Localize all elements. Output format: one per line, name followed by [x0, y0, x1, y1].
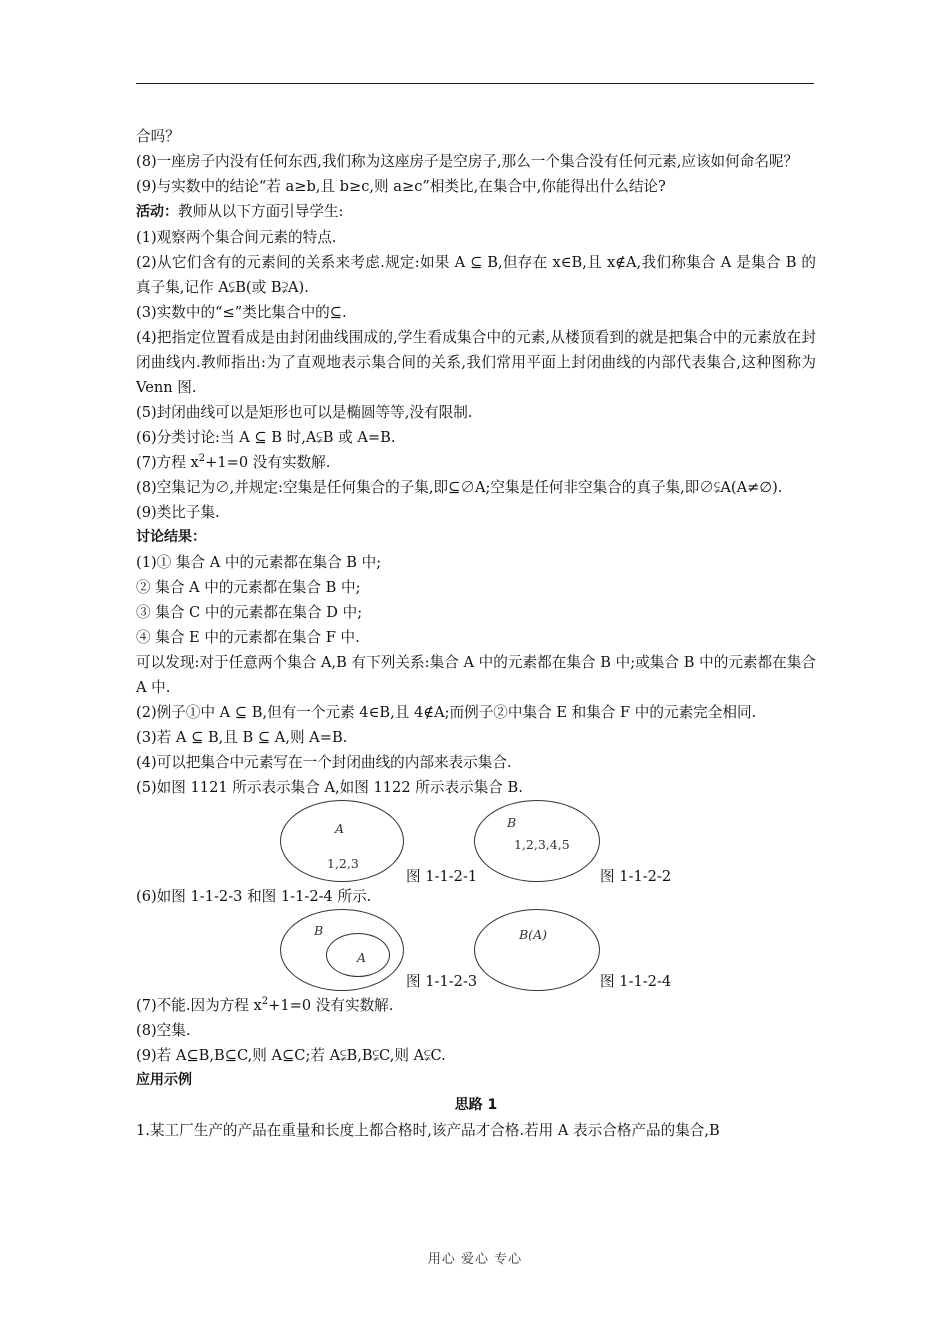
- figure-caption: 图 1-1-2-1: [406, 868, 478, 885]
- text-line: (1)① 集合 A 中的元素都在集合 B 中;: [136, 554, 382, 571]
- application-heading: 应用示例: [136, 1072, 192, 1088]
- text-fragment: +1=0 没有实数解.: [205, 454, 331, 471]
- text-line: (8)空集.: [136, 1022, 191, 1039]
- discussion-heading: 讨论结果：: [136, 529, 206, 545]
- set-label: B(A): [519, 927, 547, 942]
- text-line: (8)空集记为∅,并规定:空集是任何集合的子集,即⊆∅A;空集是任何非空集合的真子集,即∅⫋A(A≠∅).: [136, 479, 783, 496]
- activity-paragraph: [136, 199, 816, 225]
- document-body: [136, 124, 816, 1143]
- activity-heading: 活动：: [136, 204, 178, 220]
- set-label: A: [357, 950, 367, 965]
- figure-caption: 图 1-1-2-2: [600, 868, 672, 885]
- text-line: (4)可以把集合中元素写在一个封闭曲线的内部来表示集合.: [136, 754, 512, 771]
- text-line: ③ 集合 C 中的元素都在集合 D 中;: [136, 604, 363, 621]
- set-label: B: [314, 923, 324, 938]
- text-line: ④ 集合 E 中的元素都在集合 F 中.: [136, 629, 360, 646]
- figure-caption: 图 1-1-2-4: [600, 973, 672, 990]
- text-line: 可以发现:对于任意两个集合 A,B 有下列关系:集合 A 中的元素都在集合 B 中;或集合 B 中的元素都在集合 A 中.: [136, 654, 816, 696]
- set-label: A: [335, 821, 345, 836]
- approach-heading: 思路 1: [454, 1097, 498, 1113]
- header-rule: [136, 83, 814, 84]
- superscript: 2: [261, 996, 269, 1008]
- text-fragment: +1=0 没有实数解.: [268, 997, 394, 1014]
- equation-line: [136, 450, 816, 475]
- text-line: (6)如图 1-1-2-3 和图 1-1-2-4 所示.: [136, 888, 372, 905]
- text-line: (3)实数中的“≤”类比集合中的⊆.: [136, 304, 347, 321]
- set-label: B: [507, 815, 517, 830]
- text-line: 教师从以下方面引导学生:: [178, 203, 344, 220]
- text-line: (3)若 A ⊆ B,且 B ⊆ A,则 A=B.: [136, 729, 348, 746]
- text-line: (9)若 A⊆B,B⊆C,则 A⊆C;若 A⫋B,B⫋C,则 A⫋C.: [136, 1047, 446, 1064]
- text-line: (5)封闭曲线可以是矩形也可以是椭圆等等,没有限制.: [136, 404, 473, 421]
- venn-figure-row-2: [136, 909, 816, 993]
- venn-figure-row-1: [136, 800, 816, 884]
- text-line: (2)例子①中 A ⊆ B,但有一个元素 4∈B,且 4∉A;而例子②中集合 E 和集合 F 中的元素完全相同.: [136, 704, 757, 721]
- page-footer: 用心 爱心 专心: [427, 1252, 523, 1267]
- figure-caption: 图 1-1-2-3: [406, 973, 478, 990]
- text-line: (8)一座房子内没有任何东西,我们称为这座房子是空房子,那么一个集合没有任何元素,应该如何命名呢？: [136, 153, 799, 170]
- text-line: (5)如图 1121 所示表示集合 A,如图 1122 所示表示集合 B.: [136, 779, 523, 796]
- text-line: (6)分类讨论:当 A ⊆ B 时,A⫋B 或 A=B.: [136, 429, 396, 446]
- text-line: 合吗？: [136, 128, 180, 145]
- text-fragment: (7)方程 x: [136, 454, 199, 471]
- text-line: (9)与实数中的结论“若 a≥b,且 b≥c,则 a≥c”相类比,在集合中,你能得出什么结论?: [136, 178, 666, 195]
- text-line: (9)类比子集.: [136, 504, 220, 521]
- text-line: (1)观察两个集合间元素的特点.: [136, 229, 337, 246]
- text-fragment: (7)不能.因为方程 x: [136, 997, 262, 1014]
- equation-line: [136, 993, 816, 1018]
- superscript: 2: [198, 453, 206, 465]
- text-line: ② 集合 A 中的元素都在集合 B 中;: [136, 579, 361, 596]
- set-elements: 1,2,3,4,5: [514, 837, 570, 852]
- text-line: (2)从它们含有的元素间的关系来考虑.规定:如果 A ⊆ B,但存在 x∈B,且 x∉A,我们称集合 A 是集合 B 的真子集,记作 A⫋B(或 B⫌A).: [136, 254, 816, 296]
- text-line: 1.某工厂生产的产品在重量和长度上都合格时,该产品才合格.若用 A 表示合格产品的集合,B: [136, 1122, 720, 1139]
- set-elements: 1,2,3: [327, 856, 359, 871]
- text-line: (4)把指定位置看成是由封闭曲线围成的,学生看成集合中的元素,从楼顶看到的就是把集合中的元素放在封闭曲线内.教师指出:为了直观地表示集合间的关系,我们常用平面上封闭曲线的内部代表集合,这种图称为 Venn 图.: [136, 329, 816, 396]
